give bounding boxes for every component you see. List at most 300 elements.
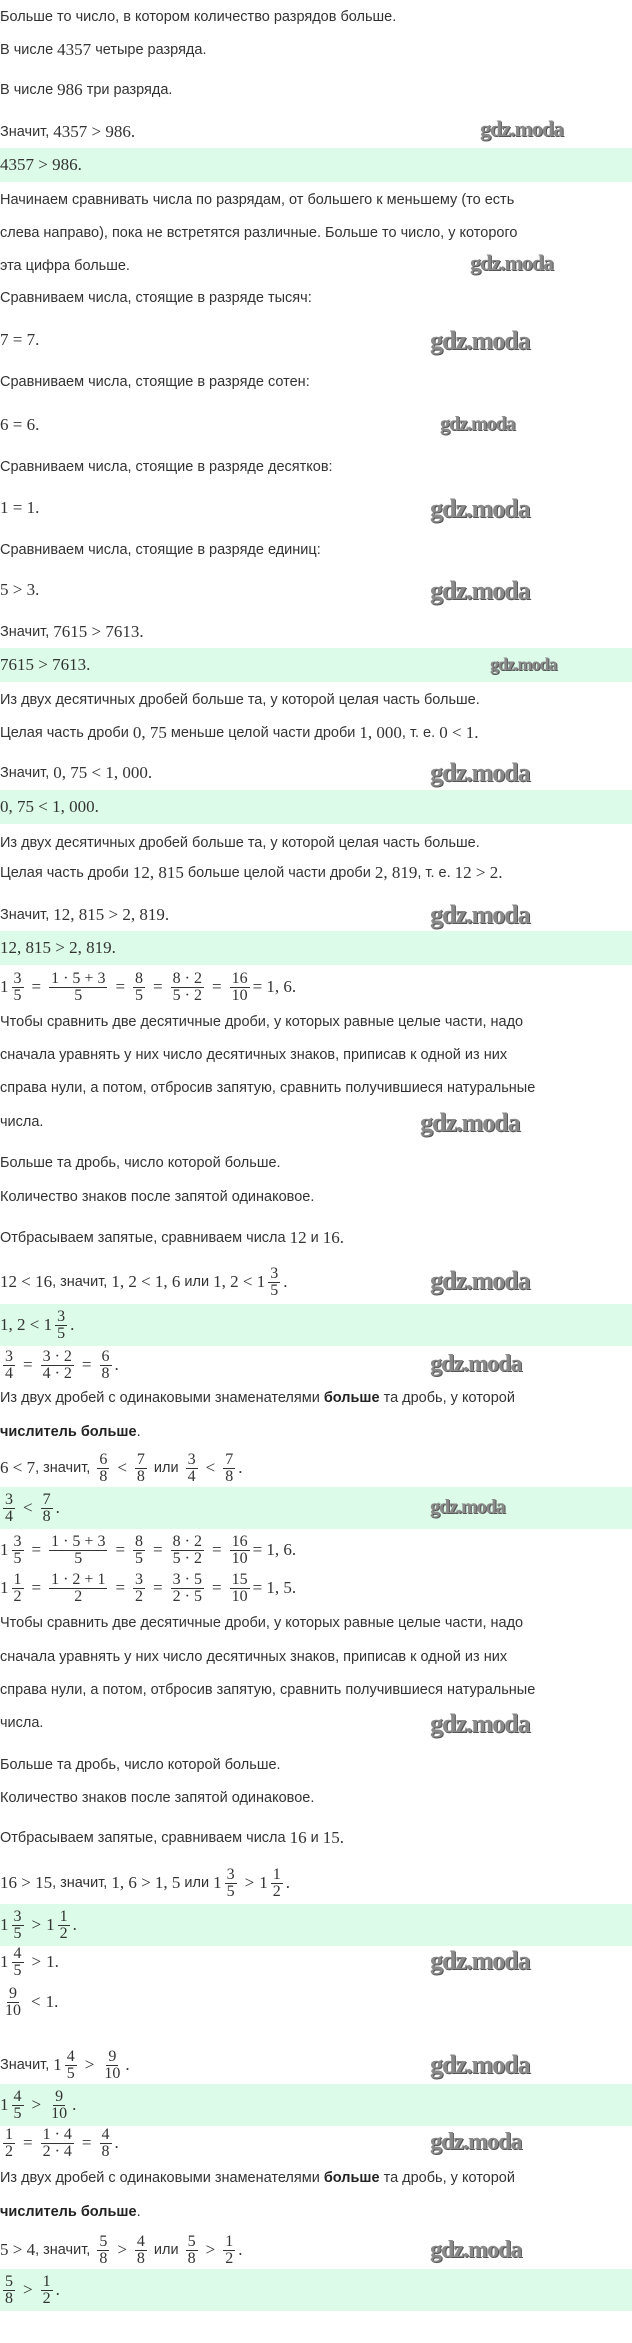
fraction [102, 2049, 122, 2082]
fraction-denominator: 5 [13, 1549, 22, 1567]
fraction [133, 971, 145, 1004]
text-line [0, 1568, 296, 1608]
math-expression: . [55, 2280, 60, 2299]
math-operator: = [211, 1540, 222, 1559]
watermark: gdz.moda [430, 758, 530, 787]
text-line [0, 1818, 344, 1858]
math-operator: > [117, 2240, 127, 2259]
math-expression: 1 [213, 1873, 222, 1892]
bold-text: числитель больше [0, 2204, 137, 2220]
math-expression: = 1, 5. [252, 1578, 297, 1597]
fraction [41, 1492, 53, 1525]
fraction [230, 971, 250, 1004]
text-segment: Из двух дробей с одинаковыми знаменателями [0, 2170, 324, 2186]
math-operator: = [153, 977, 163, 996]
text-segment: Сравниваем числа, стоящие в разряде единиц: [0, 542, 321, 558]
math-operator: = [211, 977, 222, 996]
math-expression: 0, 75 < 1, 000. [0, 797, 99, 816]
fraction-denominator: 10 [5, 2001, 21, 2019]
fraction-denominator: 10 [231, 1587, 248, 1605]
answer-line [0, 2085, 76, 2125]
text-line [0, 1262, 287, 1302]
fraction-numerator: 5 [187, 2232, 196, 2250]
text-line [0, 2230, 242, 2270]
text-segment: Количество знаков после запятой одинаковое. [0, 1189, 315, 1205]
text-line [0, 1448, 242, 1488]
fraction-denominator: 2 [74, 1587, 83, 1605]
fraction-denominator: 5 [226, 1882, 235, 1900]
text-line [0, 70, 172, 110]
text-segment: В числе [0, 42, 58, 58]
math-operator: = [115, 1578, 126, 1597]
math-expression: . [283, 1272, 288, 1291]
math-expression: 1 [0, 1578, 9, 1597]
fraction-numerator: 3 [187, 1450, 196, 1468]
fraction-numerator: 3 · 2 [42, 1347, 72, 1365]
text-segment: или [180, 1274, 214, 1290]
watermark: gdz.moda [470, 250, 554, 275]
math-expression: . [125, 2055, 130, 2074]
math-expression: . [339, 1828, 345, 1847]
math-expression: 12, 815 > 2, 819. [0, 938, 116, 957]
text-segment: справа нули, а потом, отбросив запятую, сравнить получившиеся натуральные [0, 1080, 536, 1096]
fraction-numerator: 1 · 2 + 1 [51, 1570, 106, 1588]
answer-highlight [0, 1904, 632, 1946]
text-line [0, 1068, 535, 1108]
fraction-numerator: 1 [5, 2125, 13, 2143]
text-line [0, 1218, 344, 1258]
math-expression: = 1, 6. [252, 1540, 297, 1559]
text-line [0, 570, 39, 610]
fraction [49, 1572, 107, 1605]
fraction [97, 2234, 109, 2267]
answer-highlight [0, 1487, 632, 1529]
text-segment: , т. е. [417, 865, 455, 881]
watermark: gdz.moda [430, 1266, 530, 1295]
fraction [268, 1266, 280, 1299]
math-expression: 1 [46, 1915, 55, 1934]
math-operator: > [23, 2280, 33, 2299]
math-expression: 5 > 4 [0, 2240, 36, 2259]
text-segment: Отбрасываем запятые, сравниваем числа [0, 1830, 290, 1846]
math-expression: 1, 2 < 1, 6 [111, 1272, 181, 1291]
bold-text: больше [323, 2170, 380, 2186]
fraction-denominator: 2 · 5 [172, 1587, 202, 1605]
watermark: gdz.moda [420, 1108, 520, 1137]
math-operator: = [211, 1578, 222, 1597]
math-expression: 1 [259, 1873, 268, 1892]
fraction-denominator: 5 [13, 1924, 22, 1942]
text-line [0, 713, 479, 753]
fraction [49, 2089, 69, 2122]
watermark: gdz.moda [480, 116, 564, 141]
fraction-denominator: 2 [42, 2289, 51, 2307]
math-operator: > [31, 1952, 42, 1971]
math-operator: > [31, 1915, 42, 1934]
fraction-denominator: 8 [101, 2142, 110, 2160]
fraction-denominator: 2 [59, 1924, 68, 1942]
fraction-denominator: 5 [135, 1549, 144, 1567]
math-expression: 15 [322, 1828, 340, 1847]
text-segment: Значит, [0, 124, 54, 140]
math-operator: = [115, 1540, 126, 1559]
math-expression: . [339, 1228, 345, 1247]
fraction-denominator: 8 [187, 2249, 196, 2267]
math-expression: 1, 2 < 1 [213, 1272, 266, 1291]
watermark: gdz.moda [430, 576, 530, 605]
text-segment: Целая часть дроби [0, 725, 133, 741]
fraction [12, 1534, 24, 1567]
fraction-numerator: 3 [5, 1347, 13, 1365]
text-segment: Количество знаков после запятой одинаковое. [0, 1790, 315, 1806]
fraction [12, 1572, 24, 1605]
math-expression: 4357 > 986. [0, 155, 82, 174]
math-expression: . [238, 2240, 243, 2259]
math-expression: . [114, 1355, 119, 1374]
math-expression: 1 [0, 2095, 9, 2114]
text-segment: или [180, 1875, 214, 1891]
fraction [3, 1349, 15, 1382]
text-segment: Значит, [0, 907, 54, 923]
text-segment: Больше та дробь, число которой больше. [0, 1757, 281, 1773]
math-operator: > [84, 2055, 95, 2074]
fraction-denominator: 2 [13, 1587, 22, 1605]
fraction-numerator: 4 [136, 2232, 145, 2250]
math-expression: 1. [46, 1952, 59, 1971]
math-expression: 0, 75 < 1, 000. [53, 763, 153, 782]
text-segment: Из двух десятичных дробей больше та, у которой целая часть больше. [0, 835, 480, 851]
math-operator: = [81, 2133, 92, 2152]
fraction-denominator: 2 [225, 2249, 234, 2267]
fraction [171, 1534, 204, 1567]
math-expression: . [285, 1873, 290, 1892]
math-operator: = [23, 2133, 33, 2152]
math-operator: = [115, 977, 126, 996]
fraction-denominator: 10 [51, 2104, 68, 2122]
fraction [271, 1867, 283, 1900]
fraction [186, 1452, 198, 1485]
watermark: gdz.moda [430, 2237, 522, 2263]
fraction-denominator: 2 [135, 1587, 144, 1605]
bold-text: числитель больше [0, 1424, 137, 1440]
text-segment: Чтобы сравнить две десятичные дроби, у которых равные целые части, надо [0, 1615, 524, 1631]
fraction [133, 1572, 145, 1605]
fraction-numerator: 7 [225, 1450, 234, 1468]
text-segment: эта цифра больше. [0, 258, 130, 274]
fraction-denominator: 4 [187, 1467, 196, 1485]
math-operator: = [31, 1578, 42, 1597]
math-expression: 16 > 15 [0, 1873, 53, 1892]
fraction-denominator: 2 · 4 [42, 2142, 72, 2160]
text-segment: больше целой части дроби [183, 865, 375, 881]
fraction-denominator: 10 [104, 2064, 121, 2082]
answer-highlight [0, 1304, 632, 1346]
fraction-denominator: 5 [74, 1549, 83, 1567]
fraction [171, 971, 204, 1004]
math-expression: 12 [289, 1228, 307, 1247]
text-segment: Сравниваем числа, стоящие в разряде тысяч: [0, 290, 312, 306]
text-segment: и [306, 1830, 323, 1846]
fraction-numerator: 9 [55, 2087, 64, 2105]
math-expression: 12, 815 > 2, 819. [53, 905, 170, 924]
math-expression: 2, 819 [374, 863, 418, 882]
text-segment: Начинаем сравнивать числа по разрядам, от большего к меньшему (то есть [0, 192, 515, 208]
text-segment: Из двух десятичных дробей больше та, у которой целая часть больше. [0, 692, 480, 708]
fraction-denominator: 5 [66, 2064, 75, 2082]
text-line [0, 1703, 43, 1743]
fraction-numerator: 3 [226, 1865, 235, 1883]
fraction-denominator: 8 [5, 2289, 13, 2307]
text-segment: Сравниваем числа, стоящие в разряде десятков: [0, 459, 333, 475]
text-segment: . [136, 1424, 141, 1440]
fraction-denominator: 10 [231, 1549, 248, 1567]
math-operator: > [31, 2095, 42, 2114]
answer-highlight [0, 2084, 632, 2126]
fraction [41, 1349, 74, 1382]
fraction [12, 1946, 24, 1979]
fraction [49, 1534, 107, 1567]
math-expression: 7615 > 7613. [0, 655, 91, 674]
text-segment: или [149, 1460, 183, 1476]
text-segment: , значит, [52, 1274, 112, 1290]
text-segment: , значит, [35, 1460, 95, 1476]
bold-text: больше [323, 1390, 380, 1406]
answer-line [0, 1488, 60, 1528]
text-line [0, 320, 39, 360]
math-expression: 6 < 7 [0, 1458, 36, 1477]
fraction-denominator: 8 [101, 1364, 110, 1382]
math-expression: 12, 815 [132, 863, 184, 882]
fraction [3, 2274, 15, 2307]
text-line [0, 30, 206, 70]
fraction [49, 971, 107, 1004]
math-expression: 12 < 16 [0, 1272, 53, 1291]
text-segment: справа нули, а потом, отбросив запятую, сравнить получившиеся натуральные [0, 1682, 536, 1698]
text-line [0, 488, 39, 528]
text-line [0, 1102, 43, 1142]
fraction-denominator: 8 [225, 1467, 234, 1485]
fraction-numerator: 6 [99, 1450, 108, 1468]
math-operator: < [23, 1498, 33, 1517]
math-expression: 16 [322, 1228, 340, 1247]
fraction-denominator: 5 [74, 986, 83, 1004]
math-operator: > [205, 2240, 216, 2259]
fraction-denominator: 5 [57, 1324, 66, 1342]
text-line [0, 853, 503, 893]
fraction-numerator: 5 [5, 2272, 13, 2290]
text-segment: та дробь, у которой [379, 1390, 515, 1406]
math-expression: . [70, 1315, 75, 1334]
math-operator: = [153, 1540, 163, 1559]
math-expression: 1 [53, 2055, 62, 2074]
text-line [0, 2192, 141, 2232]
fraction-denominator: 2 [5, 2142, 13, 2160]
text-line [0, 1177, 314, 1217]
fraction-denominator: 8 [99, 1467, 108, 1485]
fraction-numerator: 3 [13, 1907, 22, 1925]
fraction [186, 2234, 198, 2267]
math-expression: . [114, 2133, 119, 2152]
answer-line [0, 645, 90, 685]
text-segment: . [136, 2204, 141, 2220]
text-segment: и [306, 1230, 323, 1246]
fraction-numerator: 16 [231, 1532, 248, 1550]
fraction-denominator: 4 · 2 [42, 1364, 72, 1382]
answer-line [0, 787, 99, 827]
math-expression: 4357 [57, 40, 92, 59]
fraction-numerator: 16 [231, 969, 248, 987]
fraction-numerator: 1 [13, 1570, 22, 1588]
text-segment: Значит, [0, 765, 54, 781]
text-line [0, 1412, 141, 1452]
fraction-numerator: 4 [101, 2125, 110, 2143]
math-expression: 1 [0, 1952, 9, 1971]
fraction-numerator: 8 [135, 969, 144, 987]
fraction-numerator: 1 [42, 2272, 51, 2290]
math-operator: = [31, 1540, 42, 1559]
text-segment: слева направо), пока не встретятся различные. Больше то число, у которого [0, 225, 518, 241]
text-line [0, 447, 333, 487]
fraction-numerator: 8 [135, 1532, 144, 1550]
math-expression: . [72, 1915, 77, 1934]
watermark: gdz.moda [430, 494, 530, 523]
text-segment: Целая часть дроби [0, 865, 133, 881]
text-segment: три разряда. [82, 82, 173, 98]
fraction-numerator: 3 [13, 1532, 22, 1550]
fraction [230, 1534, 250, 1567]
watermark: gdz.moda [430, 326, 530, 355]
math-expression: 4357 > 986. [53, 122, 136, 141]
fraction-numerator: 3 · 5 [172, 1570, 202, 1588]
fraction-numerator: 4 [13, 2087, 22, 2105]
fraction-numerator: 3 [135, 1570, 144, 1588]
math-expression: 1 [0, 1915, 9, 1934]
fraction [58, 1909, 70, 1942]
answer-line [0, 2270, 60, 2310]
math-expression: 7615 > 7613. [53, 622, 144, 641]
fraction-numerator: 1 [272, 1865, 281, 1883]
answer-line [0, 1305, 74, 1345]
fraction [135, 2234, 147, 2267]
math-operator: > [244, 1873, 255, 1892]
text-segment: Отбрасываем запятые, сравниваем числа [0, 1230, 290, 1246]
fraction [230, 1572, 250, 1605]
fraction-numerator: 1 · 5 + 3 [51, 969, 106, 987]
math-expression: 0, 75 [132, 723, 167, 742]
fraction [97, 1452, 109, 1485]
text-segment: Значит, [0, 624, 54, 640]
text-segment: четыре разряда. [91, 42, 207, 58]
math-expression: 1 [0, 977, 9, 996]
watermark: gdz.moda [430, 1709, 530, 1738]
text-line [0, 1778, 314, 1818]
math-expression: 1, 000 [359, 723, 402, 742]
fraction-numerator: 3 [5, 1490, 13, 1508]
fraction [55, 1309, 67, 1342]
fraction [135, 1452, 147, 1485]
fraction-denominator: 8 [99, 2249, 108, 2267]
math-expression: 1 [0, 1540, 9, 1559]
math-operator: = [23, 1355, 33, 1374]
math-expression: 12 > 2. [454, 863, 503, 882]
fraction-numerator: 4 [66, 2047, 75, 2065]
fraction [12, 2089, 24, 2122]
text-segment: сначала уравнять у них число десятичных знаков, приписав к одной из них [0, 1649, 508, 1665]
fraction-denominator: 5 [13, 1961, 22, 1979]
text-line [0, 1982, 58, 2022]
text-line [0, 405, 39, 445]
text-segment: Больше та дробь, число которой больше. [0, 1155, 281, 1171]
fraction-denominator: 5 [270, 1281, 279, 1299]
fraction-numerator: 3 [270, 1264, 279, 1282]
watermark: gdz.moda [440, 413, 515, 435]
fraction-numerator: 1 · 5 + 3 [51, 1532, 106, 1550]
fraction [3, 1492, 15, 1525]
fraction-numerator: 5 [99, 2232, 108, 2250]
watermark: gdz.moda [430, 2129, 522, 2155]
fraction-numerator: 7 [136, 1450, 145, 1468]
watermark: gdz.moda [430, 1946, 530, 1975]
text-line [0, 530, 321, 570]
answer-highlight [0, 148, 632, 182]
text-segment: , т. е. [401, 725, 440, 741]
fraction-numerator: 7 [42, 1490, 51, 1508]
math-operator: = [81, 1355, 92, 1374]
math-operator: < [117, 1458, 127, 1477]
fraction-denominator: 5 · 2 [172, 1549, 202, 1567]
fraction [225, 1867, 237, 1900]
fraction-numerator: 8 · 2 [172, 1532, 202, 1550]
text-segment: Чтобы сравнить две десятичные дроби, у которых равные целые части, надо [0, 1014, 524, 1030]
answer-line [0, 928, 116, 968]
math-expression: = 1, 6. [252, 977, 297, 996]
fraction-denominator: 2 [272, 1882, 281, 1900]
fraction [100, 2127, 112, 2160]
fraction [3, 1986, 23, 2019]
text-segment: , значит, [35, 2242, 95, 2258]
fraction-denominator: 5 [13, 2104, 22, 2122]
fraction [65, 2049, 77, 2082]
fraction-numerator: 9 [9, 1984, 17, 2002]
fraction [171, 1572, 204, 1605]
watermark: gdz.moda [430, 2050, 530, 2079]
text-segment: Значит, [0, 2057, 54, 2073]
math-expression: 5 > 3. [0, 580, 40, 599]
text-line [0, 1670, 535, 1710]
fraction-numerator: 15 [231, 1570, 248, 1588]
fraction [41, 2274, 53, 2307]
text-line [0, 2123, 119, 2163]
fraction-numerator: 3 [13, 969, 22, 987]
math-expression: 16 [289, 1828, 307, 1847]
text-segment: Из двух дробей с одинаковыми знаменателями [0, 1390, 324, 1406]
text-line [0, 278, 312, 318]
math-expression: 7 = 7. [0, 330, 40, 349]
math-expression: 1, 2 < 1 [0, 1315, 53, 1334]
text-line [0, 1530, 296, 1570]
answer-highlight [0, 2269, 632, 2311]
fraction-denominator: 5 [135, 986, 144, 1004]
math-operator: = [153, 1578, 163, 1597]
fraction-denominator: 4 [5, 1364, 13, 1382]
math-expression: 986 [57, 80, 83, 99]
text-line [0, 2045, 130, 2085]
text-segment: Сравниваем числа, стоящие в разряде сотен: [0, 374, 310, 390]
math-expression: . [55, 1498, 60, 1517]
fraction-denominator: 8 [136, 2249, 145, 2267]
fraction-denominator: 5 · 2 [172, 986, 202, 1004]
watermark: gdz.moda [430, 1351, 522, 1377]
